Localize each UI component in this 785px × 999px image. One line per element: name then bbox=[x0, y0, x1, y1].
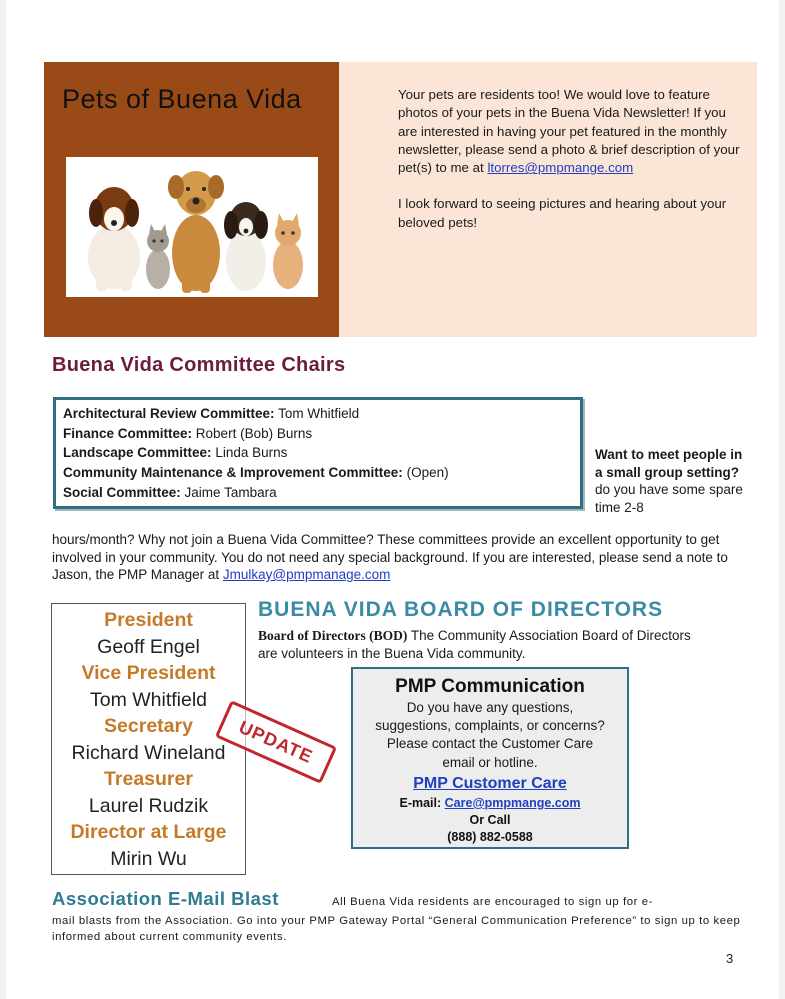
cat-icon-1 bbox=[146, 224, 170, 289]
bod-title: BUENA VIDA BOARD OF DIRECTORS bbox=[258, 598, 664, 621]
pmp-email-label: E-mail: bbox=[399, 795, 442, 810]
committee-label: Community Maintenance & Improvement Committee: bbox=[63, 465, 403, 481]
dog-icon-3 bbox=[224, 202, 268, 291]
page-edge-right bbox=[779, 0, 785, 999]
email-blast-title: Association E-Mail Blast bbox=[52, 888, 279, 909]
pets-illustration bbox=[66, 157, 318, 297]
bod-bold: Board of Directors (BOD) bbox=[258, 628, 408, 643]
committee-label: Landscape Committee: bbox=[63, 445, 212, 461]
committee-row bbox=[63, 424, 449, 444]
committee-description bbox=[52, 531, 742, 584]
committee-chair: Tom Whitfield bbox=[278, 406, 360, 421]
officer-name: Tom Whitfield bbox=[89, 688, 208, 711]
committee-row bbox=[63, 443, 449, 463]
officer-role: Vice President bbox=[81, 662, 216, 684]
committee-label: Social Committee: bbox=[63, 484, 181, 500]
page-number: 3 bbox=[726, 951, 734, 966]
committee-label: Finance Committee: bbox=[63, 425, 193, 441]
dog-icon-2 bbox=[168, 171, 224, 293]
officer-role: Director at Large bbox=[70, 821, 227, 843]
officer-name: Richard Wineland bbox=[71, 741, 226, 764]
officer-name: Laurel Rudzik bbox=[88, 794, 209, 817]
pmp-care-title[interactable]: PMP Customer Care bbox=[413, 774, 567, 792]
pets-title: Pets of Buena Vida bbox=[62, 84, 302, 114]
pmp-or-call: Or Call bbox=[469, 812, 511, 827]
update-stamp: UPDATE bbox=[215, 700, 337, 784]
meet-rest: do you have some spare time 2-8 bbox=[595, 482, 743, 515]
pmp-email-line bbox=[351, 795, 629, 812]
pmp-phone[interactable]: (888) 882-0588 bbox=[447, 829, 533, 844]
committee-row bbox=[63, 483, 449, 503]
committee-label: Architectural Review Committee: bbox=[63, 406, 275, 421]
bod-description bbox=[258, 627, 708, 662]
pmp-email-link[interactable]: Care@pmpmange.com bbox=[444, 795, 581, 810]
hours-text: hours/month? Why not join a Buena Vida Committee? These committees provide an excellent opportunity to get involved in your community. You do not need any special background. If you are interested, please send a note to Jason, the PMP Manager at bbox=[52, 532, 728, 582]
page-edge-left bbox=[0, 0, 6, 999]
committee-row bbox=[63, 463, 449, 483]
email-blast-text: mail blasts from the Association. Go into your PMP Gateway Portal “General Communication Preference” to sign up to keep informed about current community events. bbox=[52, 915, 741, 943]
pets-closing: I look forward to seeing pictures and hearing about your beloved pets! bbox=[398, 196, 727, 230]
pmp-body: Do you have any questions, suggestions, complaints, or concerns? Please contact the Customer Care email or hotline. bbox=[375, 700, 605, 770]
committee-row bbox=[63, 404, 449, 424]
officer-name: Geoff Engel bbox=[97, 635, 200, 658]
pets-intro-paragraph bbox=[398, 86, 748, 177]
pets-text bbox=[398, 86, 748, 250]
committee-chair: Robert (Bob) Burns bbox=[195, 425, 313, 441]
officer-role: President bbox=[104, 609, 193, 631]
pmp-content bbox=[351, 675, 629, 846]
committee-title: Buena Vida Committee Chairs bbox=[52, 354, 346, 376]
dog-icon-1 bbox=[88, 187, 140, 291]
bod-text: The Community Association Board of Directors are volunteers in the Buena Vida community. bbox=[258, 628, 691, 661]
committee-list bbox=[63, 404, 449, 503]
committee-chair: Jaime Tambara bbox=[184, 484, 277, 500]
committee-chair: Linda Burns bbox=[215, 445, 288, 461]
officer-role: Secretary bbox=[104, 715, 193, 737]
pets-intro: Your pets are residents too! We would love to feature photos of your pets in the Buena Vida Newsletter! If you are interested in having your pet featured in the monthly newsletter, please send a photo & brief description of your pet(s) to me at bbox=[398, 87, 740, 176]
committee-chair: (Open) bbox=[406, 465, 449, 481]
officer-name: Mirin Wu bbox=[110, 847, 187, 870]
manager-email-link[interactable]: Jmulkay@pmpmanage.com bbox=[222, 567, 391, 582]
officer-list bbox=[51, 607, 246, 872]
meet-question: Want to meet people in a small group setting? bbox=[595, 447, 743, 480]
pmp-title: PMP Communication bbox=[395, 676, 585, 697]
cat-icon-2 bbox=[273, 213, 303, 289]
officer-role: Treasurer bbox=[104, 768, 193, 790]
pets-email-link[interactable]: ltorres@pmpmange.com bbox=[487, 160, 634, 176]
pets-photo bbox=[66, 157, 318, 297]
meet-text bbox=[595, 446, 745, 516]
email-blast-line1: All Buena Vida residents are encouraged to sign up for e- bbox=[332, 896, 653, 908]
